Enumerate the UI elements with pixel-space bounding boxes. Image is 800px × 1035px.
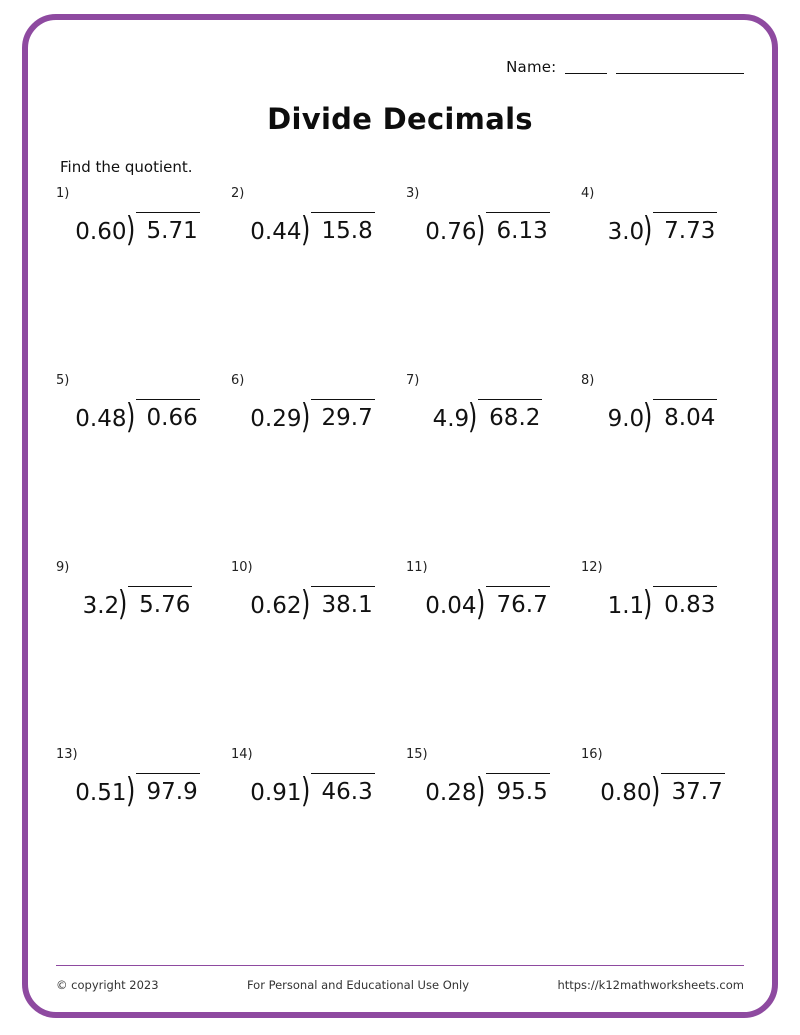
footer-url: https://k12mathworksheets.com [557,978,744,992]
division-bracket-icon: ) 0.83 [643,584,716,624]
divisor-value: 0.91 [250,780,302,806]
problem-cell [50,560,225,747]
dividend-value: 5.71 [136,212,200,243]
long-division-expression [400,397,575,437]
name-line-long[interactable] [616,73,744,74]
problem-number: 13) [56,747,78,762]
long-division-expression [575,210,750,250]
problem-number: 14) [231,747,253,762]
divisor-value: 0.29 [250,406,302,432]
division-bracket-icon: ) 76.7 [475,584,548,624]
division-bracket-icon: ) 15.8 [300,210,373,250]
footer-copyright: © copyright 2023 [56,978,159,992]
division-bracket-icon: ) 38.1 [300,584,373,624]
divisor-value: 0.76 [425,219,477,245]
problem-number: 12) [581,560,603,575]
divisor-value: 0.60 [75,219,127,245]
dividend-value: 97.9 [136,773,200,804]
divisor-value: 3.0 [607,219,645,245]
problem-cell [225,747,400,934]
long-division-expression [225,771,400,811]
problem-cell [575,373,750,560]
problem-number: 1) [56,186,70,201]
dividend-value: 8.04 [653,399,717,430]
problem-number: 16) [581,747,603,762]
name-field-row [506,58,744,76]
problem-cell [575,560,750,747]
problem-number: 3) [406,186,420,201]
division-bracket-icon: ) 37.7 [650,771,723,811]
problem-number: 10) [231,560,253,575]
problem-cell [400,560,575,747]
division-bracket-icon: ) 8.04 [643,397,716,437]
dividend-value: 95.5 [486,773,550,804]
name-label: Name: [506,58,557,76]
divisor-value: 0.44 [250,219,302,245]
problem-number: 8) [581,373,595,388]
dividend-value: 37.7 [661,773,725,804]
problem-number: 2) [231,186,245,201]
division-bracket-icon: ) 29.7 [300,397,373,437]
long-division-expression [400,210,575,250]
divisor-value: 1.1 [607,593,645,619]
worksheet-content [22,14,778,1018]
divisor-value: 4.9 [432,406,470,432]
long-division-expression [225,584,400,624]
division-bracket-icon: ) 5.71 [125,210,198,250]
dividend-value: 76.7 [486,586,550,617]
long-division-expression [575,584,750,624]
divisor-value: 0.51 [75,780,127,806]
division-bracket-icon: ) 97.9 [125,771,198,811]
problem-cell [50,186,225,373]
instructions-text: Find the quotient. [60,158,193,176]
dividend-value: 38.1 [311,586,375,617]
division-bracket-icon: ) 95.5 [475,771,548,811]
divisor-value: 9.0 [607,406,645,432]
divisor-value: 3.2 [82,593,120,619]
dividend-value: 29.7 [311,399,375,430]
problem-cell [400,373,575,560]
long-division-expression [575,397,750,437]
division-bracket-icon: ) 6.13 [475,210,548,250]
dividend-value: 5.76 [128,586,192,617]
long-division-expression [575,771,750,811]
dividend-value: 0.66 [136,399,200,430]
page-title: Divide Decimals [267,102,533,136]
division-bracket-icon: ) 0.66 [125,397,198,437]
problem-number: 4) [581,186,595,201]
long-division-expression [225,210,400,250]
problem-cell [575,186,750,373]
problem-cell [50,373,225,560]
long-division-expression [50,771,225,811]
division-bracket-icon: ) 5.76 [118,584,191,624]
divisor-value: 0.28 [425,780,477,806]
name-line-short[interactable] [565,73,607,74]
divisor-value: 0.80 [600,780,652,806]
dividend-value: 68.2 [478,399,542,430]
problem-number: 6) [231,373,245,388]
divisor-value: 0.48 [75,406,127,432]
problem-cell [400,747,575,934]
footer-usage-note: For Personal and Educational Use Only [246,978,470,992]
long-division-expression [225,397,400,437]
dividend-value: 15.8 [311,212,375,243]
division-bracket-icon: ) 68.2 [468,397,541,437]
problem-cell [225,373,400,560]
problem-cell [50,747,225,934]
footer [56,978,744,992]
problem-number: 7) [406,373,420,388]
long-division-expression [400,584,575,624]
footer-divider [56,965,744,966]
dividend-value: 6.13 [486,212,550,243]
dividend-value: 7.73 [653,212,717,243]
division-bracket-icon: ) 7.73 [643,210,716,250]
problem-number: 5) [56,373,70,388]
problem-cell [225,560,400,747]
division-bracket-icon: ) 46.3 [300,771,373,811]
divisor-value: 0.04 [425,593,477,619]
problem-number: 9) [56,560,70,575]
long-division-expression [50,397,225,437]
problems-grid [50,186,750,934]
dividend-value: 0.83 [653,586,717,617]
problem-cell [225,186,400,373]
long-division-expression [50,210,225,250]
long-division-expression [50,584,225,624]
long-division-expression [400,771,575,811]
divisor-value: 0.62 [250,593,302,619]
problem-cell [575,747,750,934]
problem-cell [400,186,575,373]
problem-number: 11) [406,560,428,575]
dividend-value: 46.3 [311,773,375,804]
problem-number: 15) [406,747,428,762]
